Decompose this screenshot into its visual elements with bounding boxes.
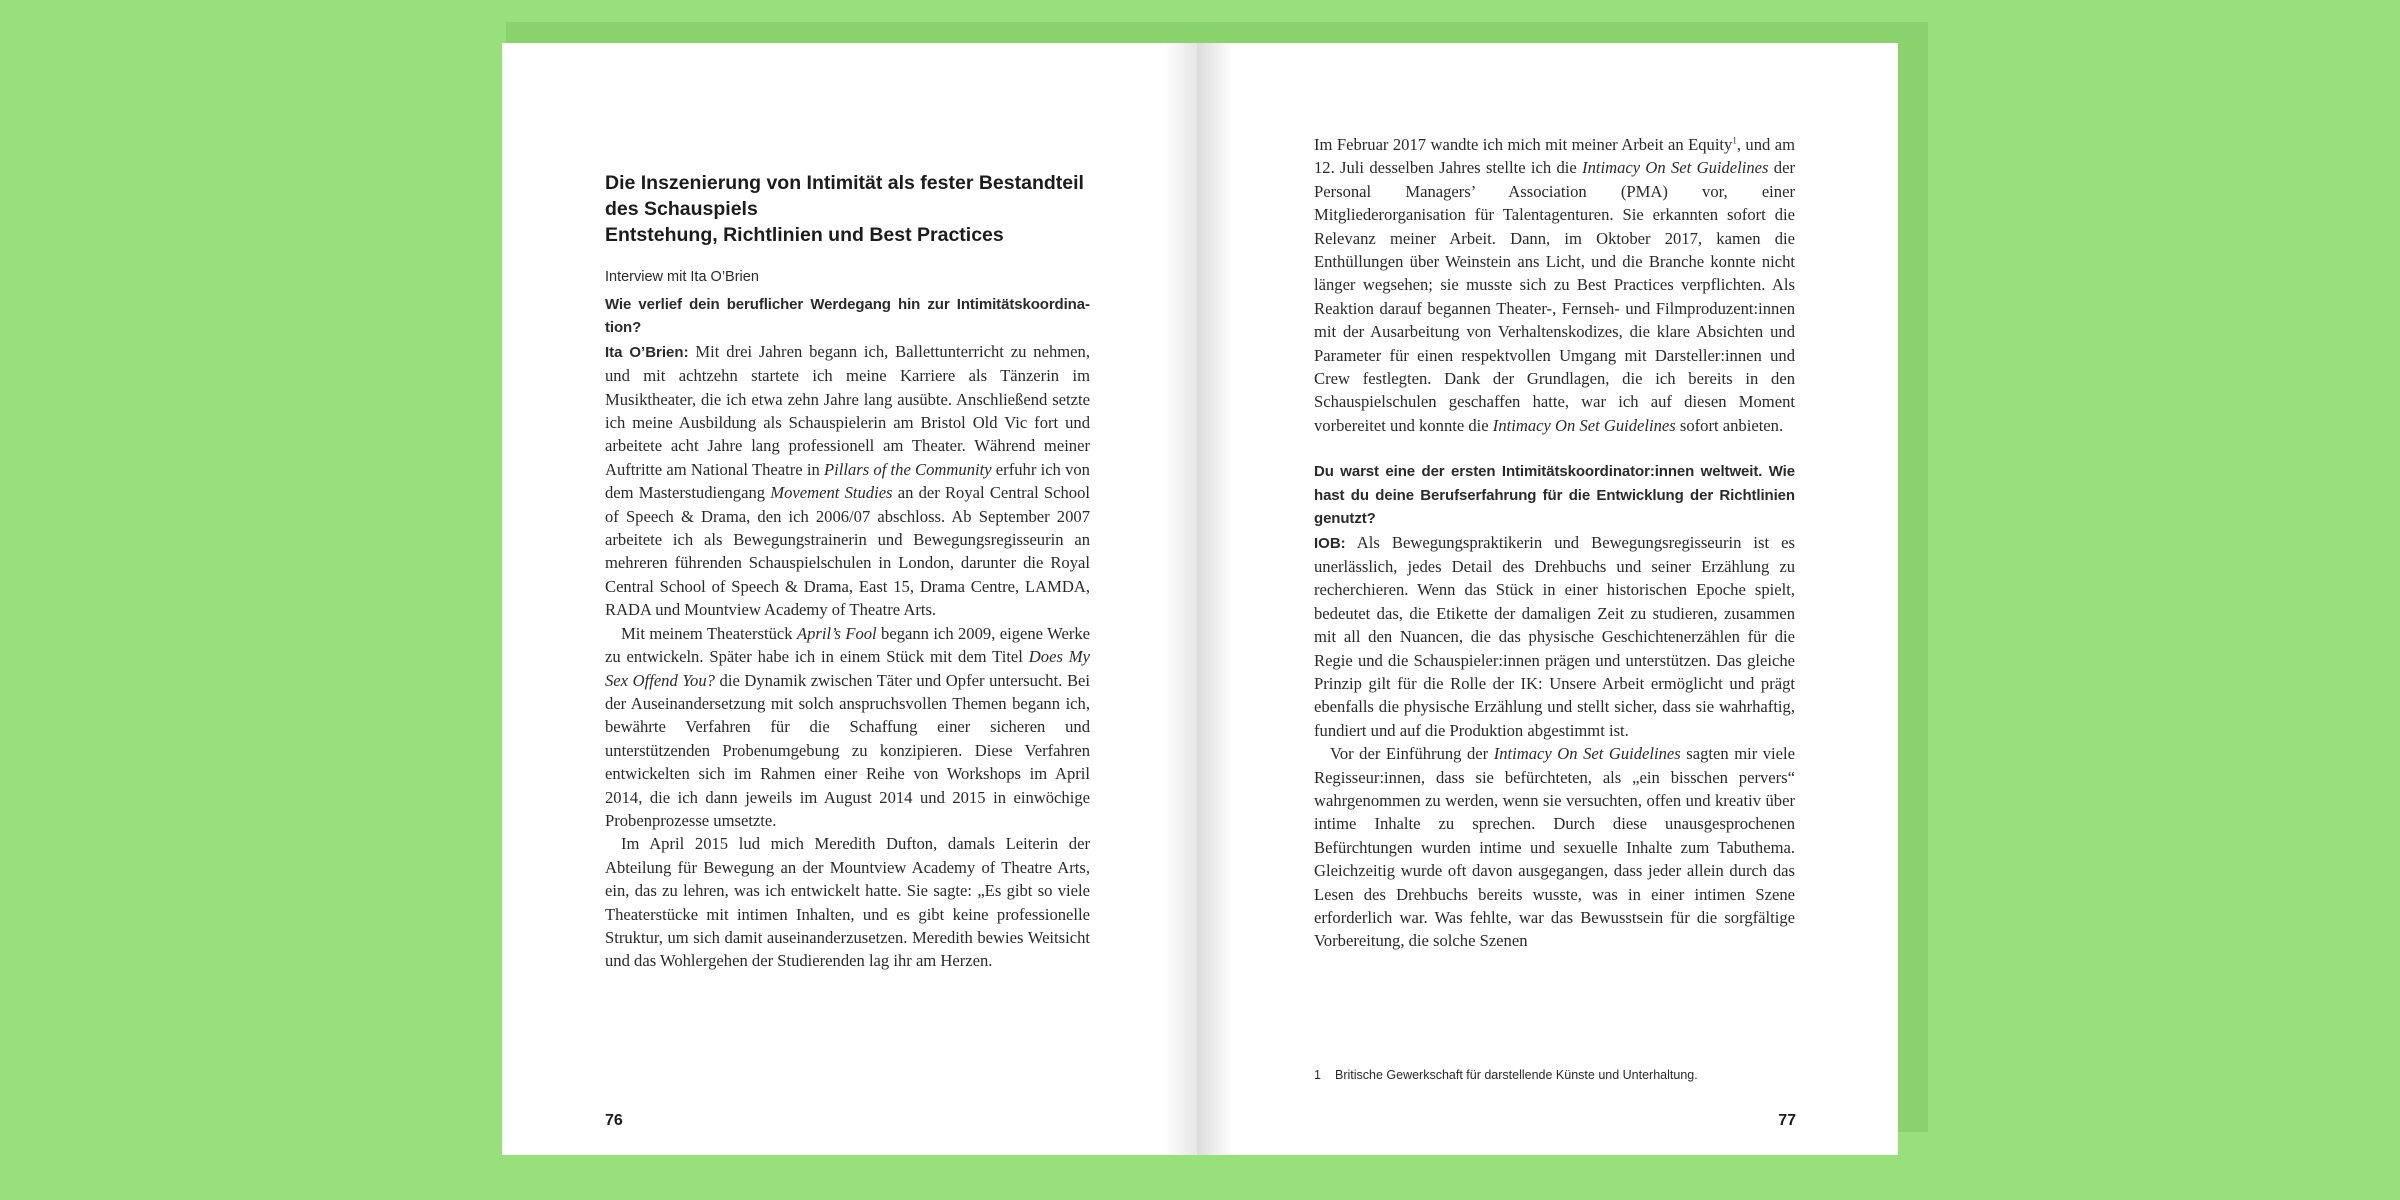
left-page [502,43,1197,1155]
body-paragraph: Vor der Einführung der Intimacy On Set Guidelines sagten mir viele Regisseur:innen, dass sie befürchteten, als „ein bisschen pervers“ wahrgenommen zu werden, wenn sie versuchten, offen und kreativ über intime Inhalte zu sprechen. Durch diese unausgesprochenen Befürchtungen wurden intime und sexuelle Inhalte zum Tabuthema. Gleichzeitig wurde oft davon ausgegangen, dass jeder allein durch das Lesen des Drehbuchs bereits wusste, was in einer intimen Szene erforderlich war. Was fehlte, war das Bewusstsein für die sorgfältige Vorbereitung, die solche Szenen [1314,744,1795,951]
gutter-shadow [1163,43,1197,1155]
footnote [1314,1068,1795,1082]
body-paragraph: Mit meinem Theaterstück April’s Fool begann ich 2009, eigene Werke zu entwickeln. Später habe ich in einem Stück mit dem Titel Does My Sex Offend You? die Dynamik zwischen Täter und Opfer untersucht. Bei der Auseinandersetzung mit solch anspruchsvollen Themen begann ich, bewährte Verfahren für die Schaffung einer sicheren und unterstützenden Probenumgebung zu konzipieren. Diese Verfahren entwickelten sich im Rahmen einer Reihe von Workshops im April 2014, die ich dann jeweils im August 2014 und 2015 in einwöchige Probenprozesse umsetzte. [605,623,1091,830]
page-number: 76 [605,1112,623,1129]
right-body-text [1314,133,1795,953]
interview-question: Wie verlief dein beruflicher Werdegang hin zur Intimitätskoordination? [605,296,1090,337]
chapter-subtitle: Entstehung, Richtlinien und Best Practices [605,224,1004,246]
chapter-title: Die Inszenierung von Intimität als fester Bestandteil des Schauspiels [605,172,1084,220]
gutter-shadow [1197,43,1233,1155]
answer-paragraph: IOB: Als Bewegungspraktikerin und Bewegungsregisseurin ist es unerlässlich, jedes Detail des Drehbuchs und seiner Erzählung zu recherchieren. Wenn das Stück in einer historischen Epoche spielt, bedeutet das, die Etikette der damaligen Zeit zu studieren, zusammen mit all den Nuancen, die das physische Geschichtenerzählen für die Regie und die Schauspieler:innen prägen und unterstützen. Das gleiche Prinzip gilt für die Rolle der IK: Unsere Arbeit ermöglicht und prägt ebenfalls die physische Erzählung und stellt sicher, dass sie wahrhaftig, fundiert und auf die Produktion abgestimmt ist. [1314,532,1795,740]
interview-question: Du warst eine der ersten Intimitätskoordinator:innen weltweit. Wie hast du deine Berufserfahrung für die Entwicklung der Richtlinien genutzt? [1314,463,1795,528]
footnote-marker: 1 [1732,135,1737,146]
left-body-text [605,293,1090,973]
speaker-label: Ita O’Brien: [605,343,689,361]
right-page [1197,43,1898,1155]
byline: Interview mit Ita O’Brien [605,269,759,285]
footnote-text: Britische Gewerkschaft für darstellende Künste und Unterhaltung. [1335,1068,1698,1082]
page-number: 77 [1778,1112,1796,1129]
body-paragraph: Im Februar 2017 wandte ich mich mit meiner Arbeit an Equity$^1$, und am 12. Juli desselben Jahres stellte ich die Intimacy On Set Guidelines der Personal Managers’ Association (PMA) vor, einer Mitgliederorganisation für Talentagenturen. Sie erkannten sofort die Relevanz meiner Arbeit. Dann, im Oktober 2017, kamen die Enthüllungen über Weinstein ans Licht, und die Branche konnte nicht länger wegsehen; sie musste sich zu Best Practices verpflichten. Als Reaktion darauf begannen Theater-, Fernseh- und Filmproduzent:innen mit der Ausarbeitung von Verhaltenskodizes, die klare Absichten und Parameter für einen respektvollen Umgang mit Darsteller:innen und Crew festlegten. Dank der Grundlagen, die ich bereits in den Schauspielschulen geschaffen hatte, war ich auf diesen Moment vorbereitet und konnte die Intimacy On Set Guidelines sofort anbieten. [1314,135,1796,435]
answer-paragraph: Ita O’Brien: Mit drei Jahren begann ich, Ballettunterricht zu nehmen, und mit achtzehn startete ich meine Karriere als Tänzerin im Musiktheater, die ich etwa zehn Jahre lang ausübte. Anschließend setzte ich meine Ausbildung als Schauspielerin am Bristol Old Vic fort und arbeitete acht Jahre lang professionell am Theater. Während meiner Auftritte am National Theatre in Pillars of the Community erfuhr ich von dem Masterstudiengang Movement Studies an der Royal Central School of Speech & Drama, den ich 2006/07 abschloss. Ab September 2007 arbeitete ich als Bewegungstrainerin und Bewegungsregisseurin an mehreren führenden Schauspielschulen in London, darunter die Royal Central School of Speech & Drama, East 15, Drama Centre, LAMDA, RADA und Mountview Academy of Theatre Arts. [605,341,1090,620]
speaker-label: IOB: [1314,534,1346,552]
body-paragraph: Im April 2015 lud mich Meredith Dufton, damals Leiterin der Abteilung für Bewegung an der Mountview Academy of Theatre Arts, ein, das zu lehren, was ich entwickelt hatte. Sie sagte: „Es gibt so viele Theaterstücke mit intimen Inhalten, und es gibt keine professionelle Struktur, um sich damit auseinanderzusetzen. Meredith bewies Weitsicht und das Wohlergehen der Studierenden lag ihr am Herzen. [605,834,1090,971]
footnote-number: 1 [1314,1068,1321,1082]
